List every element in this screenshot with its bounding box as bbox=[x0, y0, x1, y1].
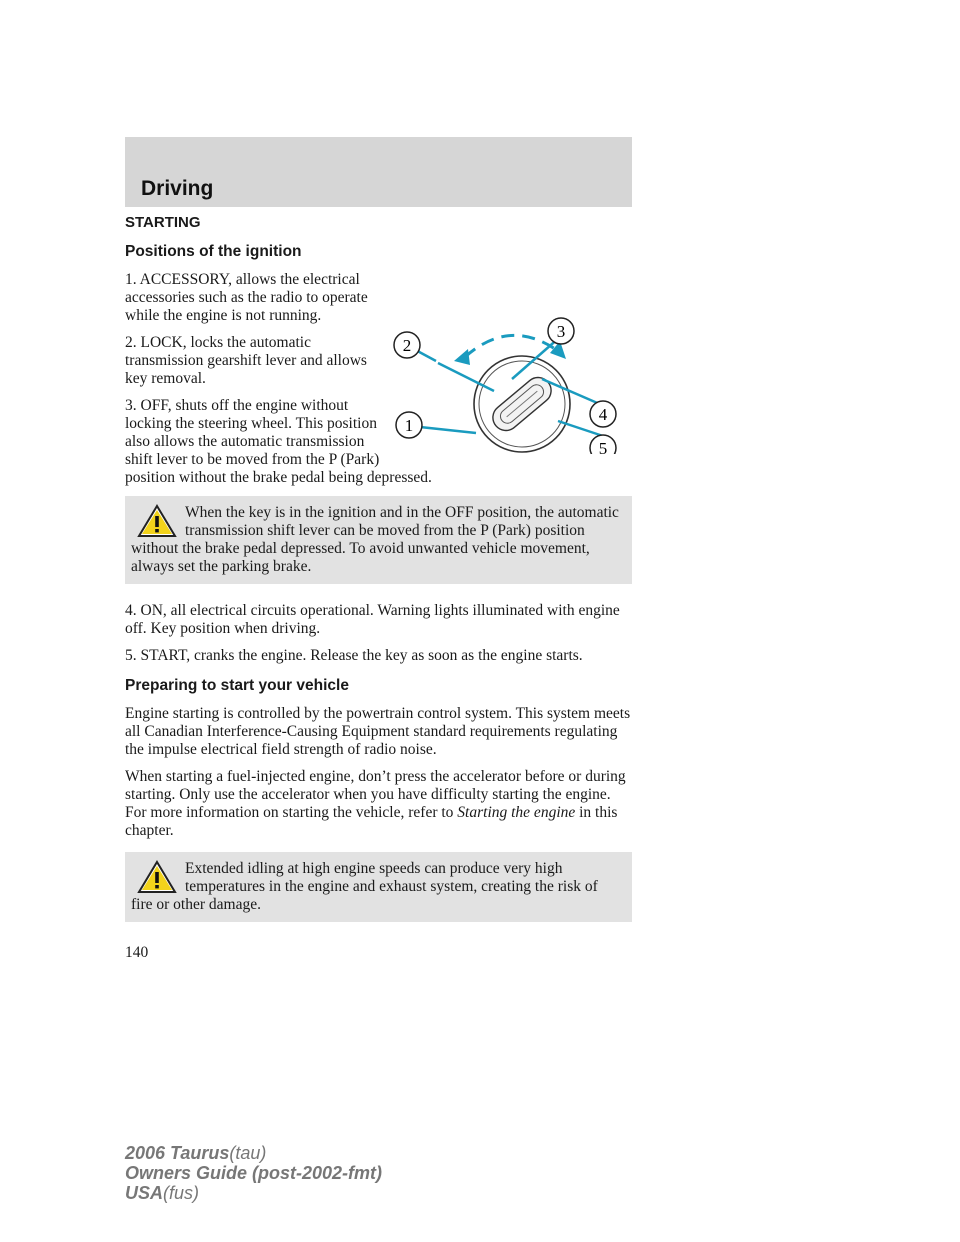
arc-arrow-left-icon bbox=[454, 349, 470, 365]
warning-text-idling: Extended idling at high engine speeds can produce very high temperatures in the engine and exhaust system, creating the risk of fire or other damage. bbox=[131, 860, 598, 913]
warning-triangle-icon bbox=[137, 860, 177, 894]
heading-starting: STARTING bbox=[125, 214, 201, 231]
warning-box-off-position bbox=[125, 496, 632, 584]
section-title: Driving bbox=[141, 177, 214, 200]
callout-2: 2 bbox=[402, 336, 412, 355]
footer-line-3: USA(fus) bbox=[125, 1183, 200, 1203]
document-footer bbox=[125, 1143, 382, 1203]
footer-line-1: 2006 Taurus(tau) bbox=[125, 1143, 267, 1163]
item-on: 4. ON, all electrical circuits operational. Warning lights illuminated with engine off. Key position when driving. bbox=[125, 602, 620, 637]
warning-box-idling bbox=[125, 852, 632, 922]
warning-text-off-position: When the key is in the ignition and in the OFF position, the automatic transmission shift lever can be moved from the P (Park) position without the brake pedal depressed. To avoid unwanted vehicle movement, always set the parking brake. bbox=[131, 504, 619, 575]
item-start: 5. START, cranks the engine. Release the key as soon as the engine starts. bbox=[125, 647, 583, 664]
para-powertrain: Engine starting is controlled by the powertrain control system. This system meets all Canadian Interference-Causing Equipment standard requirements regulating the impulse electrical field strength of radio noise. bbox=[125, 705, 631, 758]
item-lock: 2. LOCK, locks the automatic transmission gearshift lever and allows key removal. bbox=[125, 334, 367, 387]
ignition-section bbox=[125, 271, 632, 487]
ignition-diagram bbox=[390, 269, 630, 454]
callout-line-1 bbox=[420, 427, 476, 433]
page-number: 140 bbox=[125, 944, 149, 961]
callout-1: 1 bbox=[404, 416, 414, 435]
footer-line-2: Owners Guide (post-2002-fmt) bbox=[125, 1163, 383, 1183]
crossref-starting-the-engine: Starting the engine bbox=[457, 804, 576, 821]
subheading-preparing: Preparing to start your vehicle bbox=[125, 677, 349, 694]
rotation-arc bbox=[465, 335, 558, 357]
callout-5: 5 bbox=[598, 439, 608, 454]
warning-triangle-icon bbox=[137, 504, 177, 538]
item-accessory: 1. ACCESSORY, allows the electrical accessories such as the radio to operate while the engine is not running. bbox=[125, 271, 368, 324]
page-content bbox=[125, 214, 632, 962]
callout-3: 3 bbox=[556, 322, 566, 341]
section-header-band bbox=[125, 137, 632, 207]
callout-4: 4 bbox=[598, 405, 608, 424]
subheading-ignition-positions: Positions of the ignition bbox=[125, 243, 302, 260]
item-off: 3. OFF, shuts off the engine without locking the steering wheel. This position also allows the automatic transmission shift lever to be moved from the P (Park) position without the brake pedal being depressed. bbox=[125, 397, 432, 486]
para-fuel-injected: When starting a fuel-injected engine, don’t press the accelerator before or during starting. Only use the accelerator when you have difficulty starting the engine. For more information on starting the vehicle, refer to Starting the engine in this chapter. bbox=[125, 768, 626, 839]
